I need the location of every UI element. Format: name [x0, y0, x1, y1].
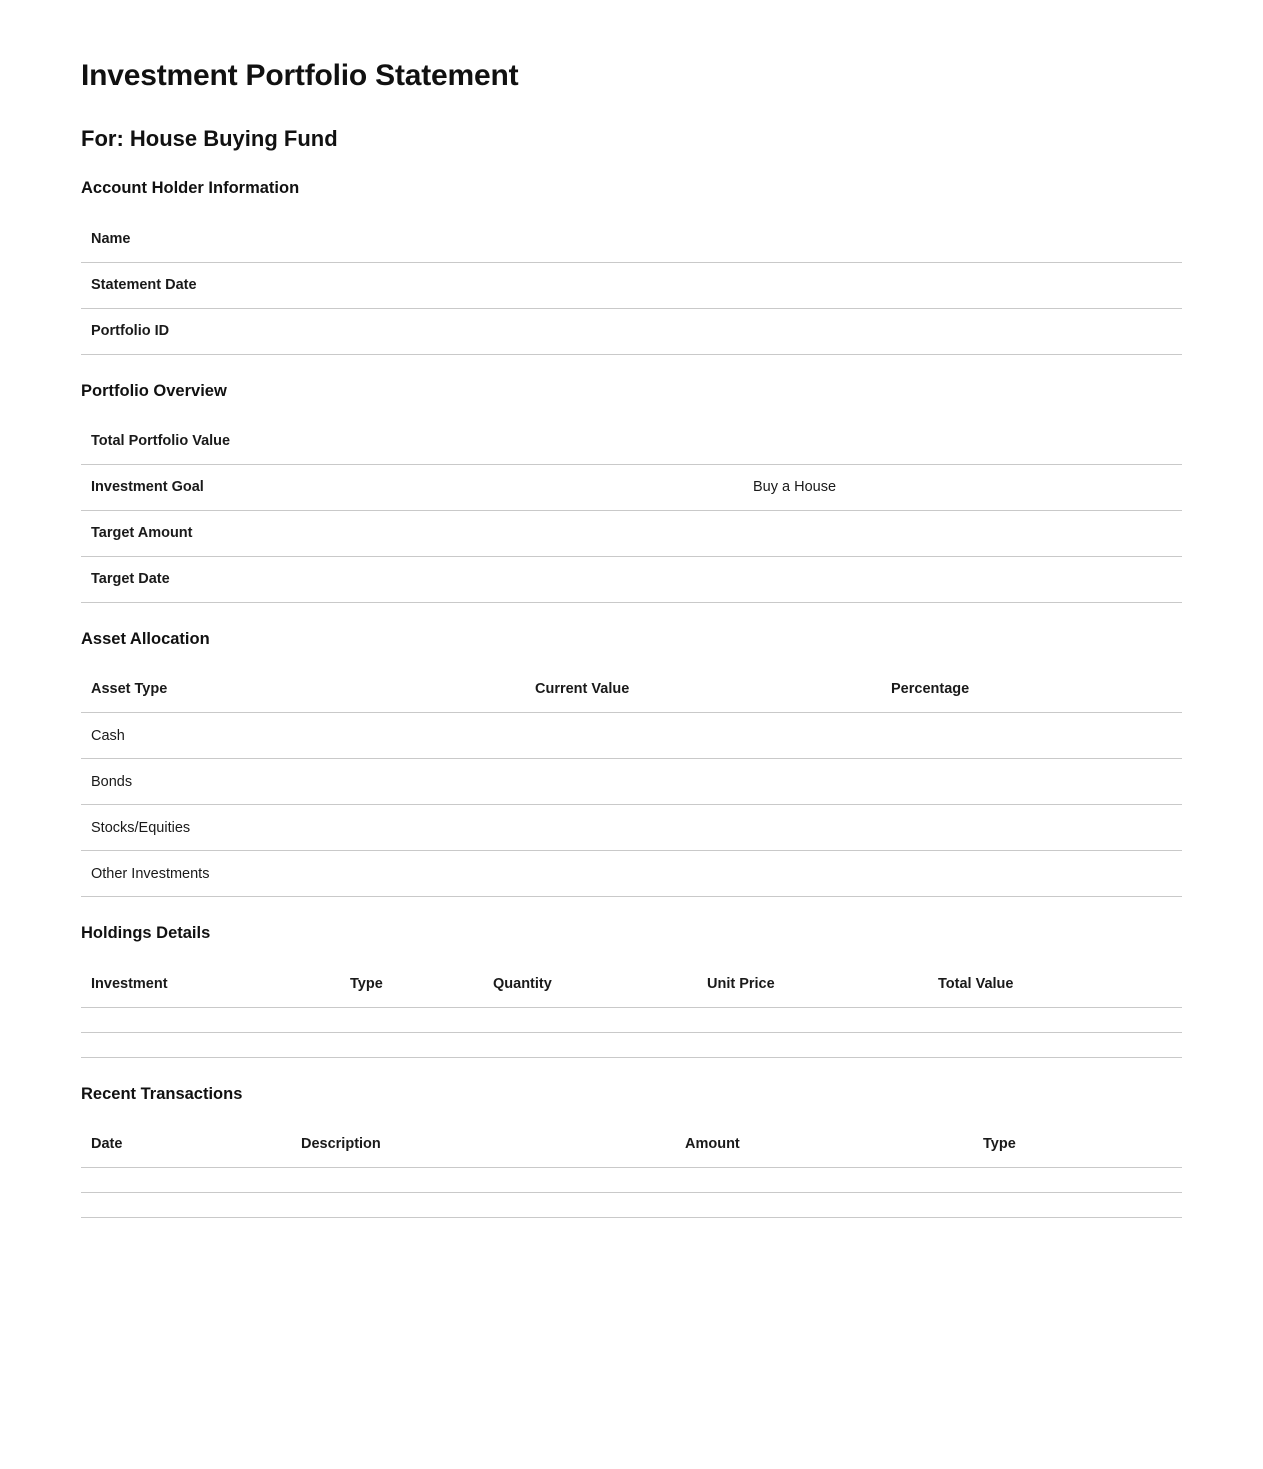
account-holder-table: [81, 216, 1182, 355]
table-row: [81, 418, 1182, 464]
cell-percentage: [881, 759, 1182, 805]
table-row: [81, 713, 1182, 759]
table-row: [81, 464, 1182, 510]
cell-percentage: [881, 851, 1182, 897]
table-row: [81, 556, 1182, 602]
table-row: [81, 510, 1182, 556]
cell-asset-type: Stocks/Equities: [81, 805, 525, 851]
row-value-total-portfolio-value: [743, 418, 1182, 464]
page-title: Investment Portfolio Statement: [81, 59, 519, 92]
column-header-total-value: Total Value: [928, 961, 1182, 1007]
cell-quantity: [483, 1007, 697, 1032]
cell-description: [291, 1167, 675, 1192]
cell-investment: [81, 1007, 340, 1032]
recent-transactions-table: [81, 1121, 1182, 1218]
cell-current-value: [525, 759, 881, 805]
column-header-current-value: Current Value: [525, 667, 881, 713]
section-heading-holdings-details: Holdings Details: [81, 924, 211, 943]
section-heading-account-holder: Account Holder Information: [81, 179, 300, 198]
row-label-target-amount: Target Amount: [81, 510, 743, 556]
table-row: [81, 1032, 1182, 1057]
row-label-target-date: Target Date: [81, 556, 743, 602]
column-header-date: Date: [81, 1121, 291, 1167]
table-header-row: [81, 1121, 1182, 1167]
column-header-percentage: Percentage: [881, 667, 1182, 713]
cell-total-value: [928, 1007, 1182, 1032]
row-label-portfolio-id: Portfolio ID: [81, 308, 743, 354]
cell-investment: [81, 1032, 340, 1057]
row-label-name: Name: [81, 216, 743, 262]
column-header-asset-type: Asset Type: [81, 667, 525, 713]
cell-quantity: [483, 1032, 697, 1057]
asset-allocation-table: [81, 667, 1182, 898]
table-header-row: [81, 961, 1182, 1007]
cell-percentage: [881, 805, 1182, 851]
row-value-target-date: [743, 556, 1182, 602]
table-row: [81, 759, 1182, 805]
section-recent-transactions: [81, 1058, 1182, 1218]
cell-current-value: [525, 851, 881, 897]
section-heading-recent-transactions: Recent Transactions: [81, 1084, 243, 1103]
table-header-row: [81, 667, 1182, 713]
portfolio-overview-table: [81, 418, 1182, 603]
row-label-statement-date: Statement Date: [81, 262, 743, 308]
cell-asset-type: Bonds: [81, 759, 525, 805]
cell-unit-price: [697, 1032, 928, 1057]
page-subtitle: For: House Buying Fund: [81, 126, 338, 151]
table-row: [81, 1192, 1182, 1217]
row-value-statement-date: [743, 262, 1182, 308]
cell-asset-type: Other Investments: [81, 851, 525, 897]
section-holdings-details: [81, 897, 1182, 1057]
cell-type: [973, 1192, 1182, 1217]
cell-current-value: [525, 713, 881, 759]
cell-total-value: [928, 1032, 1182, 1057]
cell-description: [291, 1192, 675, 1217]
table-row: [81, 308, 1182, 354]
cell-amount: [675, 1192, 973, 1217]
cell-current-value: [525, 805, 881, 851]
row-label-investment-goal: Investment Goal: [81, 464, 743, 510]
cell-type: [340, 1007, 483, 1032]
section-asset-allocation: [81, 603, 1182, 897]
column-header-type: Type: [340, 961, 483, 1007]
table-row: [81, 262, 1182, 308]
cell-asset-type: Cash: [81, 713, 525, 759]
cell-type: [973, 1167, 1182, 1192]
column-header-description: Description: [291, 1121, 675, 1167]
holdings-details-table: [81, 961, 1182, 1058]
row-value-portfolio-id: [743, 308, 1182, 354]
section-heading-asset-allocation: Asset Allocation: [81, 629, 210, 648]
section-account-holder-information: [81, 152, 1182, 354]
section-portfolio-overview: [81, 355, 1182, 603]
column-header-amount: Amount: [675, 1121, 973, 1167]
cell-percentage: [881, 713, 1182, 759]
row-value-name: [743, 216, 1182, 262]
cell-date: [81, 1167, 291, 1192]
column-header-unit-price: Unit Price: [697, 961, 928, 1007]
table-row: [81, 805, 1182, 851]
row-label-total-portfolio-value: Total Portfolio Value: [81, 418, 743, 464]
row-value-target-amount: [743, 510, 1182, 556]
table-row: [81, 1167, 1182, 1192]
cell-date: [81, 1192, 291, 1217]
section-heading-portfolio-overview: Portfolio Overview: [81, 381, 227, 400]
column-header-type: Type: [973, 1121, 1182, 1167]
table-row: [81, 851, 1182, 897]
column-header-investment: Investment: [81, 961, 340, 1007]
cell-unit-price: [697, 1007, 928, 1032]
row-value-investment-goal: Buy a House: [743, 464, 1182, 510]
table-row: [81, 1007, 1182, 1032]
cell-amount: [675, 1167, 973, 1192]
column-header-quantity: Quantity: [483, 961, 697, 1007]
cell-type: [340, 1032, 483, 1057]
table-row: [81, 216, 1182, 262]
